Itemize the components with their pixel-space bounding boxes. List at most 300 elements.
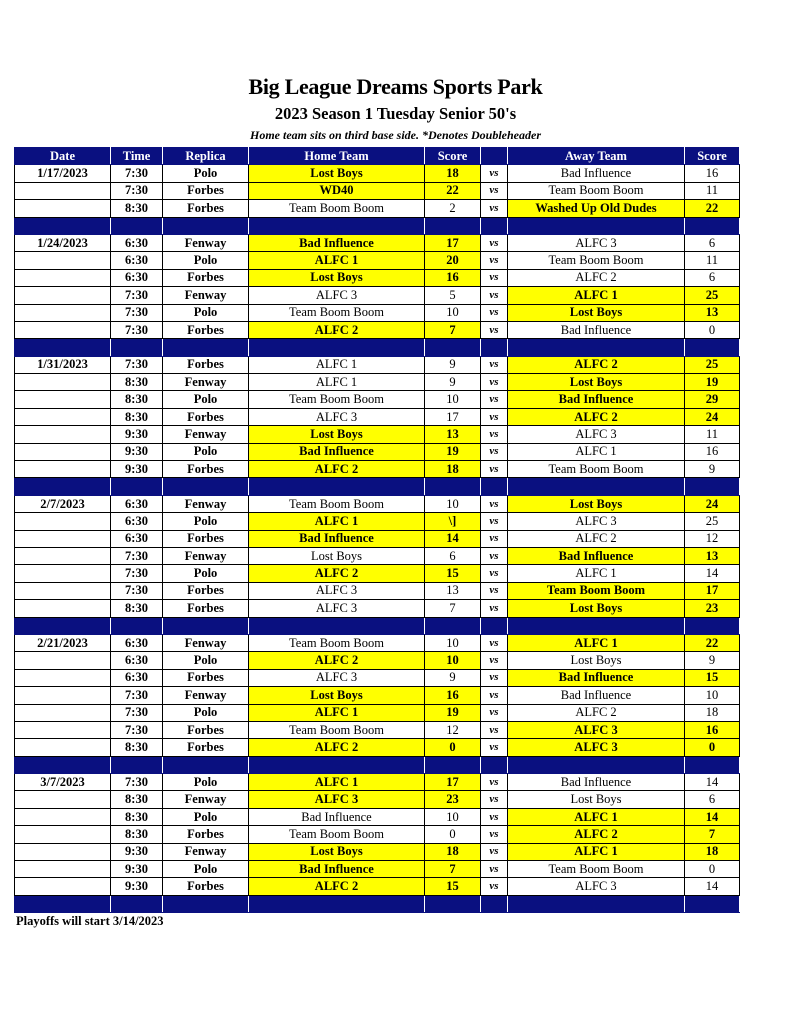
vs-label: vs (481, 461, 508, 478)
home-team: Team Boom Boom (249, 391, 425, 408)
game-field: Polo (163, 774, 249, 791)
away-team: Lost Boys (508, 304, 685, 321)
vs-label: vs (481, 287, 508, 304)
game-time: 7:30 (111, 565, 163, 582)
separator-cell (249, 756, 425, 773)
game-date (15, 791, 111, 808)
game-date (15, 374, 111, 391)
separator-cell (111, 617, 163, 634)
game-row (15, 687, 740, 704)
away-team: ALFC 1 (508, 565, 685, 582)
home-team: Lost Boys (249, 426, 425, 443)
away-score: 14 (685, 565, 740, 582)
game-time: 9:30 (111, 426, 163, 443)
vs-label: vs (481, 356, 508, 373)
away-team: Washed Up Old Dudes (508, 200, 685, 217)
home-score: 7 (425, 321, 481, 338)
game-time: 9:30 (111, 861, 163, 878)
game-date: 2/7/2023 (15, 495, 111, 512)
away-score: 14 (685, 808, 740, 825)
game-time: 7:30 (111, 547, 163, 564)
game-time: 9:30 (111, 878, 163, 895)
game-row (15, 200, 740, 217)
away-team: ALFC 3 (508, 426, 685, 443)
game-date (15, 461, 111, 478)
separator-cell (425, 478, 481, 495)
away-team: ALFC 2 (508, 408, 685, 425)
separator-cell (685, 478, 740, 495)
game-date (15, 426, 111, 443)
away-team: Team Boom Boom (508, 582, 685, 599)
game-field: Fenway (163, 234, 249, 251)
home-score: 23 (425, 791, 481, 808)
home-score: 15 (425, 878, 481, 895)
away-score: 6 (685, 791, 740, 808)
game-time: 6:30 (111, 269, 163, 286)
game-field: Fenway (163, 634, 249, 651)
away-team: Lost Boys (508, 600, 685, 617)
page-subtitle: 2023 Season 1 Tuesday Senior 50's (274, 104, 517, 123)
game-row (15, 408, 740, 425)
away-team: ALFC 1 (508, 843, 685, 860)
home-score: 20 (425, 252, 481, 269)
home-team: WD40 (249, 182, 425, 199)
home-team: ALFC 1 (249, 252, 425, 269)
away-score: 6 (685, 234, 740, 251)
away-team: ALFC 3 (508, 234, 685, 251)
game-field: Forbes (163, 878, 249, 895)
game-row (15, 739, 740, 756)
col-date: Date (15, 148, 111, 165)
header-note: Home team sits on third base side. *Denotes Doubleheader (250, 128, 541, 142)
game-date (15, 513, 111, 530)
away-score: 13 (685, 547, 740, 564)
game-field: Polo (163, 513, 249, 530)
game-time: 6:30 (111, 634, 163, 651)
separator-cell (111, 339, 163, 356)
game-row (15, 669, 740, 686)
home-score: 9 (425, 356, 481, 373)
home-score: 16 (425, 269, 481, 286)
away-score: 12 (685, 530, 740, 547)
game-time: 8:30 (111, 600, 163, 617)
vs-label: vs (481, 408, 508, 425)
game-row (15, 721, 740, 738)
away-score: 9 (685, 652, 740, 669)
game-row (15, 704, 740, 721)
game-date (15, 391, 111, 408)
away-team: Team Boom Boom (508, 252, 685, 269)
game-field: Forbes (163, 200, 249, 217)
home-score: 10 (425, 634, 481, 651)
vs-label: vs (481, 321, 508, 338)
separator-cell (685, 217, 740, 234)
separator-cell (508, 756, 685, 773)
home-score: 5 (425, 287, 481, 304)
away-team: Lost Boys (508, 652, 685, 669)
separator-cell (481, 617, 508, 634)
date-separator-row (15, 756, 740, 773)
game-time: 9:30 (111, 461, 163, 478)
game-row (15, 461, 740, 478)
game-date (15, 843, 111, 860)
game-row (15, 252, 740, 269)
col-time: Time (111, 148, 163, 165)
separator-cell (508, 339, 685, 356)
game-row (15, 391, 740, 408)
game-time: 8:30 (111, 408, 163, 425)
home-team: ALFC 1 (249, 774, 425, 791)
game-time: 8:30 (111, 374, 163, 391)
game-time: 8:30 (111, 200, 163, 217)
game-field: Forbes (163, 530, 249, 547)
game-row (15, 443, 740, 460)
separator-cell (425, 217, 481, 234)
vs-label: vs (481, 426, 508, 443)
game-time: 7:30 (111, 582, 163, 599)
home-team: ALFC 1 (249, 374, 425, 391)
game-row (15, 878, 740, 895)
game-row (15, 843, 740, 860)
separator-cell (425, 756, 481, 773)
game-time: 7:30 (111, 304, 163, 321)
game-time: 8:30 (111, 739, 163, 756)
game-time: 7:30 (111, 165, 163, 182)
game-row (15, 582, 740, 599)
vs-label: vs (481, 878, 508, 895)
away-team: Bad Influence (508, 669, 685, 686)
away-score: 16 (685, 165, 740, 182)
away-score: 24 (685, 408, 740, 425)
separator-cell (508, 895, 685, 912)
home-team: Team Boom Boom (249, 304, 425, 321)
home-team: ALFC 1 (249, 704, 425, 721)
separator-cell (508, 478, 685, 495)
vs-label: vs (481, 721, 508, 738)
game-date (15, 721, 111, 738)
game-date (15, 739, 111, 756)
page-title: Big League Dreams Sports Park (248, 74, 543, 99)
vs-label: vs (481, 808, 508, 825)
away-score: 7 (685, 826, 740, 843)
game-field: Polo (163, 304, 249, 321)
home-team: Bad Influence (249, 861, 425, 878)
vs-label: vs (481, 443, 508, 460)
away-score: 25 (685, 356, 740, 373)
away-team: ALFC 2 (508, 826, 685, 843)
game-field: Polo (163, 704, 249, 721)
separator-cell (685, 339, 740, 356)
game-row (15, 426, 740, 443)
game-time: 7:30 (111, 687, 163, 704)
separator-cell (15, 617, 111, 634)
away-team: Bad Influence (508, 774, 685, 791)
table-header-row (15, 148, 740, 165)
game-time: 6:30 (111, 495, 163, 512)
game-date (15, 582, 111, 599)
game-field: Fenway (163, 791, 249, 808)
separator-cell (249, 339, 425, 356)
game-row (15, 652, 740, 669)
away-team: Bad Influence (508, 687, 685, 704)
home-team: ALFC 3 (249, 287, 425, 304)
game-row (15, 304, 740, 321)
vs-label: vs (481, 200, 508, 217)
home-score: 13 (425, 582, 481, 599)
game-date (15, 704, 111, 721)
game-field: Forbes (163, 739, 249, 756)
separator-cell (249, 895, 425, 912)
away-score: 11 (685, 182, 740, 199)
game-time: 7:30 (111, 182, 163, 199)
game-date (15, 200, 111, 217)
home-team: Lost Boys (249, 687, 425, 704)
game-field: Forbes (163, 826, 249, 843)
home-team: ALFC 2 (249, 461, 425, 478)
away-score: 0 (685, 321, 740, 338)
home-score: 18 (425, 843, 481, 860)
vs-label: vs (481, 669, 508, 686)
game-date (15, 826, 111, 843)
away-team: Bad Influence (508, 391, 685, 408)
game-date (15, 304, 111, 321)
away-score: 15 (685, 669, 740, 686)
away-team: Team Boom Boom (508, 461, 685, 478)
away-team: Lost Boys (508, 791, 685, 808)
game-date (15, 652, 111, 669)
game-field: Forbes (163, 669, 249, 686)
separator-cell (163, 478, 249, 495)
game-field: Forbes (163, 600, 249, 617)
col-away-score: Score (685, 148, 740, 165)
home-team: ALFC 2 (249, 878, 425, 895)
vs-label: vs (481, 739, 508, 756)
game-time: 8:30 (111, 826, 163, 843)
separator-cell (508, 217, 685, 234)
vs-label: vs (481, 582, 508, 599)
game-field: Forbes (163, 182, 249, 199)
vs-label: vs (481, 547, 508, 564)
vs-label: vs (481, 495, 508, 512)
separator-cell (425, 617, 481, 634)
game-time: 6:30 (111, 669, 163, 686)
game-time: 7:30 (111, 704, 163, 721)
game-field: Forbes (163, 408, 249, 425)
game-field: Forbes (163, 461, 249, 478)
game-field: Polo (163, 391, 249, 408)
game-date: 3/7/2023 (15, 774, 111, 791)
home-score: 13 (425, 426, 481, 443)
game-row (15, 547, 740, 564)
game-row (15, 495, 740, 512)
separator-cell (15, 895, 111, 912)
vs-label: vs (481, 600, 508, 617)
home-score: 9 (425, 669, 481, 686)
home-team: ALFC 1 (249, 513, 425, 530)
game-row (15, 234, 740, 251)
home-score: 18 (425, 461, 481, 478)
date-separator-row (15, 339, 740, 356)
game-date: 1/24/2023 (15, 234, 111, 251)
game-field: Fenway (163, 687, 249, 704)
date-separator-row (15, 478, 740, 495)
away-score: 18 (685, 704, 740, 721)
date-separator-row (15, 895, 740, 912)
game-date (15, 287, 111, 304)
separator-cell (111, 895, 163, 912)
home-score: 10 (425, 391, 481, 408)
game-date (15, 861, 111, 878)
home-score: 9 (425, 374, 481, 391)
game-time: 9:30 (111, 843, 163, 860)
separator-cell (163, 895, 249, 912)
separator-cell (249, 617, 425, 634)
separator-cell (15, 756, 111, 773)
away-score: 18 (685, 843, 740, 860)
game-time: 6:30 (111, 252, 163, 269)
home-team: ALFC 2 (249, 652, 425, 669)
vs-label: vs (481, 530, 508, 547)
away-team: ALFC 1 (508, 634, 685, 651)
game-row (15, 287, 740, 304)
home-team: ALFC 3 (249, 408, 425, 425)
home-team: Lost Boys (249, 165, 425, 182)
vs-label: vs (481, 843, 508, 860)
vs-label: vs (481, 165, 508, 182)
home-team: ALFC 3 (249, 600, 425, 617)
game-date (15, 408, 111, 425)
separator-cell (15, 217, 111, 234)
game-field: Polo (163, 165, 249, 182)
game-row (15, 565, 740, 582)
game-date (15, 321, 111, 338)
away-team: ALFC 1 (508, 808, 685, 825)
separator-cell (481, 756, 508, 773)
playoffs-note: Playoffs will start 3/14/2023 (16, 914, 164, 928)
away-team: Bad Influence (508, 165, 685, 182)
home-score: 17 (425, 234, 481, 251)
separator-cell (249, 478, 425, 495)
game-field: Polo (163, 861, 249, 878)
home-score: 7 (425, 861, 481, 878)
home-team: Lost Boys (249, 269, 425, 286)
home-score: 0 (425, 826, 481, 843)
game-field: Fenway (163, 374, 249, 391)
home-team: ALFC 2 (249, 321, 425, 338)
game-field: Fenway (163, 495, 249, 512)
home-score: 22 (425, 182, 481, 199)
game-date (15, 182, 111, 199)
away-score: 17 (685, 582, 740, 599)
away-team: ALFC 2 (508, 530, 685, 547)
game-field: Forbes (163, 269, 249, 286)
game-date (15, 530, 111, 547)
separator-cell (15, 339, 111, 356)
home-team: Bad Influence (249, 443, 425, 460)
date-separator-row (15, 617, 740, 634)
separator-cell (481, 339, 508, 356)
date-separator-row (15, 217, 740, 234)
away-score: 11 (685, 426, 740, 443)
game-date (15, 269, 111, 286)
game-row (15, 791, 740, 808)
game-row (15, 530, 740, 547)
away-score: 13 (685, 304, 740, 321)
away-score: 10 (685, 687, 740, 704)
away-team: ALFC 2 (508, 356, 685, 373)
separator-cell (685, 895, 740, 912)
col-vs (481, 148, 508, 165)
home-score: 10 (425, 808, 481, 825)
away-score: 29 (685, 391, 740, 408)
home-score: \] (425, 513, 481, 530)
away-score: 9 (685, 461, 740, 478)
vs-label: vs (481, 182, 508, 199)
game-time: 7:30 (111, 774, 163, 791)
game-date (15, 669, 111, 686)
vs-label: vs (481, 774, 508, 791)
vs-label: vs (481, 687, 508, 704)
away-team: Team Boom Boom (508, 861, 685, 878)
game-field: Forbes (163, 582, 249, 599)
home-team: ALFC 3 (249, 582, 425, 599)
vs-label: vs (481, 861, 508, 878)
vs-label: vs (481, 704, 508, 721)
vs-label: vs (481, 826, 508, 843)
home-score: 0 (425, 739, 481, 756)
away-team: ALFC 1 (508, 287, 685, 304)
vs-label: vs (481, 391, 508, 408)
game-field: Fenway (163, 547, 249, 564)
vs-label: vs (481, 652, 508, 669)
game-time: 9:30 (111, 443, 163, 460)
game-date (15, 687, 111, 704)
vs-label: vs (481, 269, 508, 286)
game-time: 8:30 (111, 791, 163, 808)
away-score: 25 (685, 287, 740, 304)
away-team: ALFC 2 (508, 269, 685, 286)
game-field: Polo (163, 252, 249, 269)
separator-cell (249, 217, 425, 234)
separator-cell (163, 756, 249, 773)
col-replica: Replica (163, 148, 249, 165)
game-row (15, 774, 740, 791)
home-team: Team Boom Boom (249, 495, 425, 512)
away-team: Team Boom Boom (508, 182, 685, 199)
game-time: 7:30 (111, 356, 163, 373)
away-score: 11 (685, 252, 740, 269)
away-score: 16 (685, 721, 740, 738)
away-score: 24 (685, 495, 740, 512)
game-row (15, 321, 740, 338)
home-score: 6 (425, 547, 481, 564)
home-score: 16 (425, 687, 481, 704)
game-row (15, 374, 740, 391)
home-team: ALFC 2 (249, 565, 425, 582)
game-field: Forbes (163, 356, 249, 373)
vs-label: vs (481, 634, 508, 651)
game-date (15, 600, 111, 617)
vs-label: vs (481, 304, 508, 321)
away-team: Bad Influence (508, 547, 685, 564)
schedule-table (14, 147, 740, 913)
game-date: 1/17/2023 (15, 165, 111, 182)
game-field: Fenway (163, 843, 249, 860)
separator-cell (425, 895, 481, 912)
separator-cell (111, 478, 163, 495)
away-score: 0 (685, 739, 740, 756)
game-time: 8:30 (111, 808, 163, 825)
